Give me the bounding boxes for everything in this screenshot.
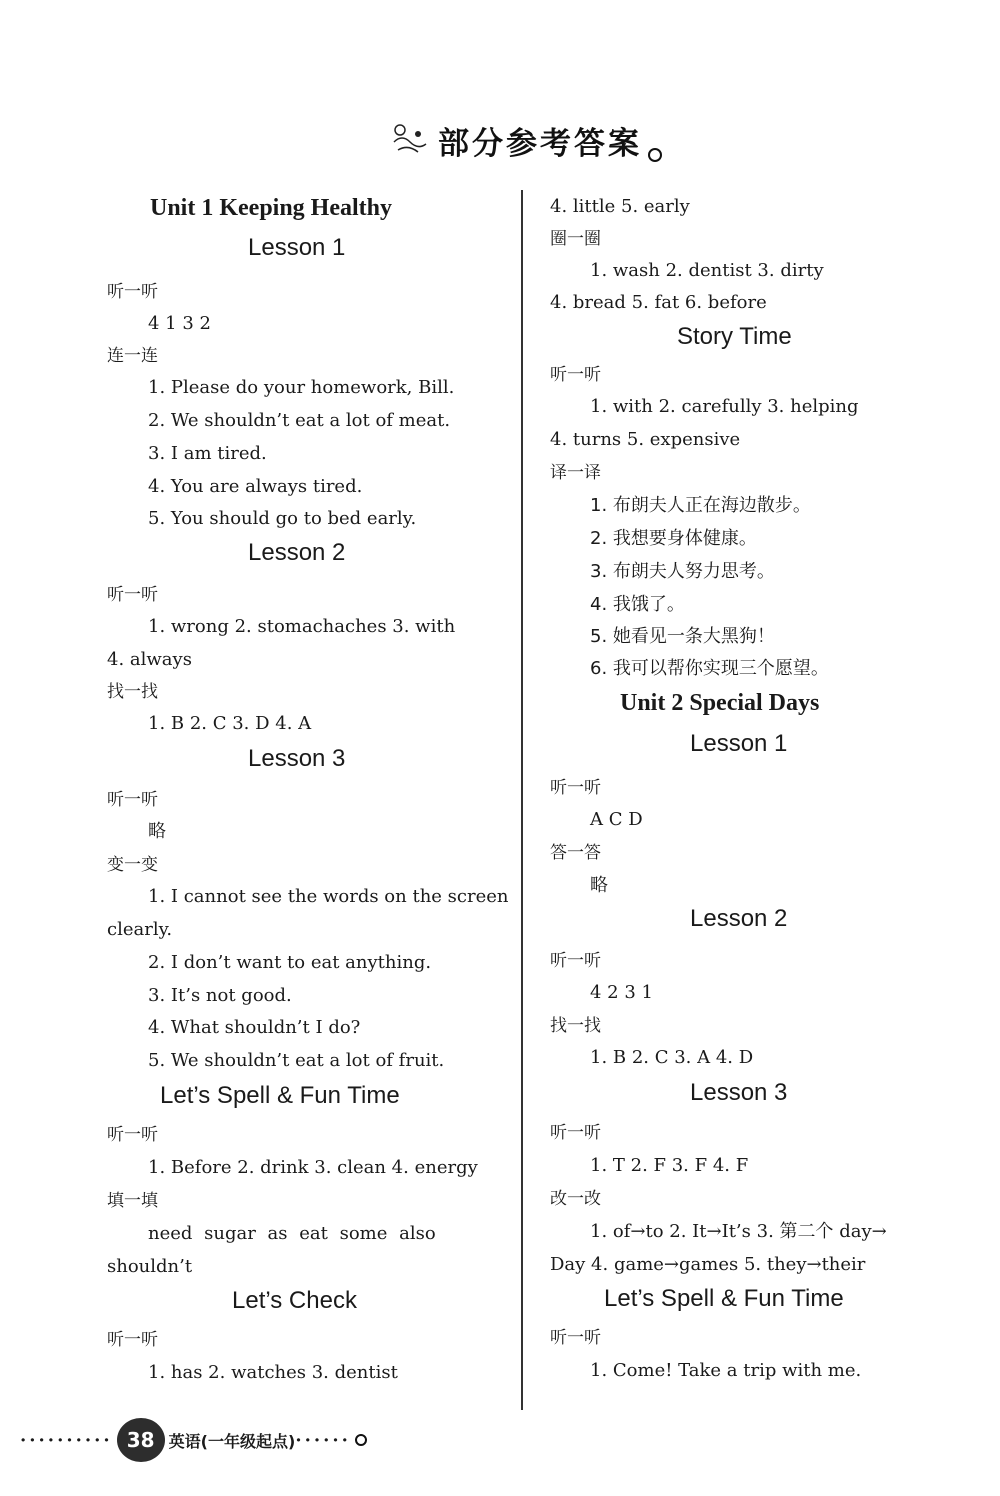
answer-line: 4. little 5. early <box>550 196 690 217</box>
answer-line: shouldn’t <box>107 1256 193 1277</box>
exercise-label: 连一连 <box>107 346 158 366</box>
answer-line: 1. T 2. F 3. F 4. F <box>590 1155 749 1176</box>
answer-line: 4. always <box>107 649 192 670</box>
lesson-heading: Lesson 2 <box>248 539 346 566</box>
answer-line: 1. I cannot see the words on the screen <box>148 886 509 907</box>
answer-line: 略 <box>148 821 166 842</box>
answer-line: A C D <box>590 809 643 830</box>
decorative-figure-icon <box>388 120 432 160</box>
page-title-block <box>388 112 662 168</box>
page-title: 部分参考答案 <box>438 125 642 162</box>
answer-line: 5. You should go to bed early. <box>148 508 417 529</box>
exercise-label: 听一听 <box>107 282 158 302</box>
answer-line: 1. has 2. watches 3. dentist <box>148 1362 398 1383</box>
answer-line: 3. 布朗夫人努力思考。 <box>590 561 775 582</box>
lesson-heading: Let’s Spell & Fun Time <box>604 1285 844 1312</box>
answer-line: 4. What shouldn’t I do? <box>148 1017 361 1038</box>
title-dot-icon <box>648 148 662 162</box>
answer-line: 4 2 3 1 <box>590 982 653 1003</box>
page-footer <box>20 1420 367 1460</box>
answer-line: 4. bread 5. fat 6. before <box>550 292 767 313</box>
answer-line: 1. Please do your homework, Bill. <box>148 377 455 398</box>
answer-line: 4. 我饿了。 <box>590 594 685 615</box>
lesson-heading: Lesson 2 <box>690 905 788 932</box>
book-label: 英语(一年级起点) <box>168 1431 296 1451</box>
answer-line: 1. 布朗夫人正在海边散步。 <box>590 495 811 516</box>
exercise-label: 圈一圈 <box>550 229 601 249</box>
exercise-label: 听一听 <box>107 1330 158 1350</box>
answer-line: Day 4. game→games 5. they→their <box>550 1254 866 1275</box>
answer-line: 2. 我想要身体健康。 <box>590 528 757 549</box>
answer-line: 4 1 3 2 <box>148 313 211 334</box>
lesson-heading: Lesson 1 <box>690 730 788 757</box>
exercise-label: 找一找 <box>107 682 158 702</box>
answer-line: 5. We shouldn’t eat a lot of fruit. <box>148 1050 445 1071</box>
answer-line: 1. wrong 2. stomachaches 3. with <box>148 616 456 637</box>
column-divider <box>521 190 523 1410</box>
answer-line: 1. B 2. C 3. A 4. D <box>590 1047 754 1068</box>
exercise-label: 听一听 <box>550 1123 601 1143</box>
footer-dot-icon <box>355 1434 367 1446</box>
answer-line: 2. I don’t want to eat anything. <box>148 952 432 973</box>
page-number: 38 <box>117 1418 165 1462</box>
exercise-label: 填一填 <box>107 1191 158 1211</box>
unit-heading: Unit 2 Special Days <box>620 690 820 716</box>
lesson-heading: Lesson 3 <box>248 745 346 772</box>
exercise-label: 找一找 <box>550 1016 601 1036</box>
lesson-heading: Let’s Check <box>232 1287 357 1314</box>
exercise-label: 听一听 <box>107 585 158 605</box>
exercise-label: 听一听 <box>550 951 601 971</box>
answer-line: clearly. <box>107 919 173 940</box>
exercise-label: 听一听 <box>550 1328 601 1348</box>
unit-heading: Unit 1 Keeping Healthy <box>150 195 393 221</box>
exercise-label: 听一听 <box>107 790 158 810</box>
answer-line: 1. wash 2. dentist 3. dirty <box>590 260 824 281</box>
exercise-label: 答一答 <box>550 843 601 863</box>
footer-dots: ······ <box>295 1429 351 1451</box>
answer-line: 4. You are always tired. <box>148 476 363 497</box>
answer-line: 1. B 2. C 3. D 4. A <box>148 713 312 734</box>
answer-line: 6. 我可以帮你实现三个愿望。 <box>590 658 829 679</box>
exercise-label: 译一译 <box>550 463 601 483</box>
answer-line: 略 <box>590 875 608 896</box>
answer-line: need sugar as eat some also <box>148 1223 436 1244</box>
exercise-label: 变一变 <box>107 855 158 875</box>
lesson-heading: Lesson 1 <box>248 234 346 261</box>
lesson-heading: Story Time <box>677 323 792 350</box>
exercise-label: 听一听 <box>550 778 601 798</box>
exercise-label: 听一听 <box>550 365 601 385</box>
exercise-label: 改一改 <box>550 1189 601 1209</box>
answer-line: 1. Before 2. drink 3. clean 4. energy <box>148 1157 478 1178</box>
lesson-heading: Let’s Spell & Fun Time <box>160 1082 400 1109</box>
answer-line: 1. Come! Take a trip with me. <box>590 1360 862 1381</box>
answer-line: 3. It’s not good. <box>148 985 292 1006</box>
lesson-heading: Lesson 3 <box>690 1079 788 1106</box>
answer-line: 4. turns 5. expensive <box>550 429 741 450</box>
answer-line: 3. I am tired. <box>148 443 267 464</box>
exercise-label: 听一听 <box>107 1125 158 1145</box>
answer-line: 2. We shouldn’t eat a lot of meat. <box>148 410 451 431</box>
answer-line: 5. 她看见一条大黑狗！ <box>590 626 775 647</box>
answer-line: 1. of→to 2. It→It’s 3. 第二个 day→ <box>590 1221 887 1242</box>
footer-dots: ·········· <box>20 1429 113 1451</box>
answer-line: 1. with 2. carefully 3. helping <box>590 396 859 417</box>
